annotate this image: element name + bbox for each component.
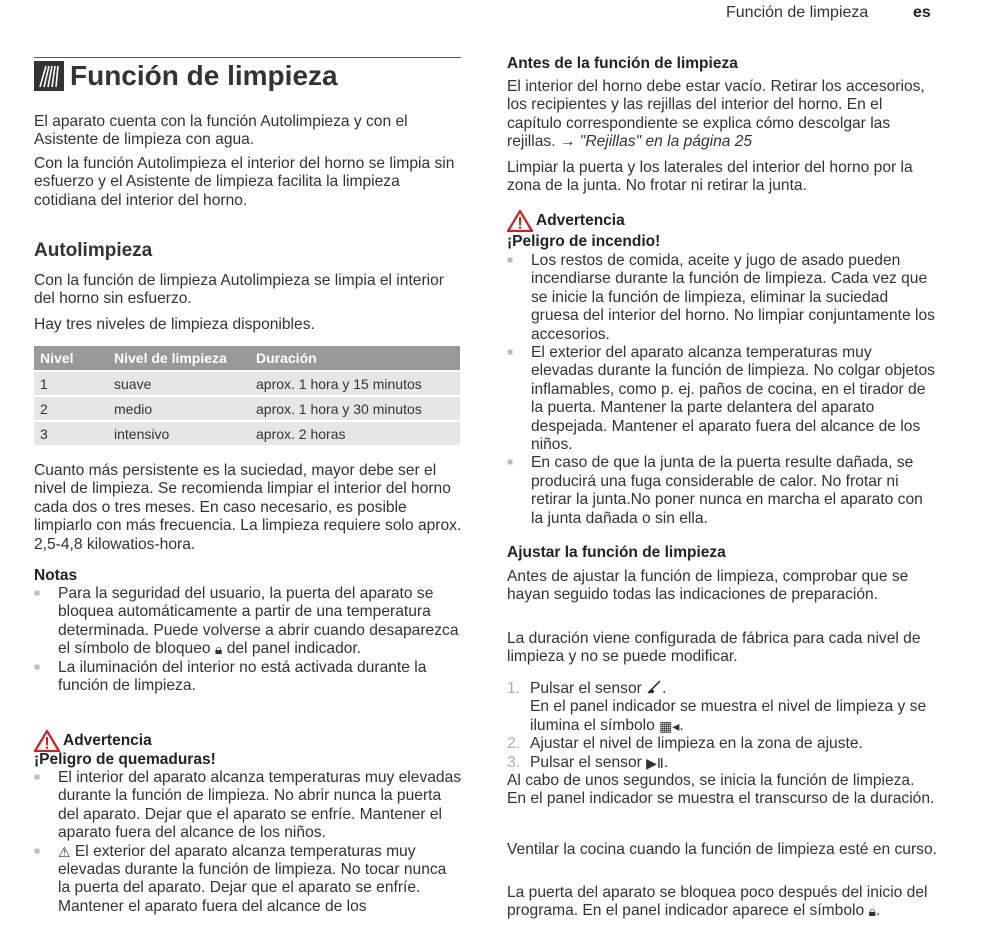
list-item [507, 754, 937, 772]
before-cleaning-paragraph-1 [507, 78, 937, 152]
autolimpieza-paragraph-3: Cuanto más persistente es la suciedad, mayor debe ser el nivel de limpieza. Se recomienda limpiar el interior del horno cada dos o tres meses. En caso necesario, es posible limpiarlo con más frecuencia. La limpieza requiere solo aprox. 2,5-4,8 kilowatios-hora. [34, 462, 462, 553]
step-text: Pulsar el sensor [530, 680, 647, 697]
notes-list [34, 585, 462, 695]
list-item [34, 659, 462, 696]
step-text: Ajustar el nivel de limpieza en la zona de ajuste. [530, 735, 863, 753]
note-text: Para la seguridad del usuario, la puerta del aparato se bloquea automáticamente a partir de una temperatura determinada. Puede volverse a abrir cuando desaparezca el símbolo de bloqueo [58, 585, 459, 658]
note-text-continued: del panel indicador. [222, 640, 362, 658]
table-header-row [34, 346, 460, 371]
table-header-cell: Nivel de limpieza [108, 346, 250, 371]
autolimpieza-heading: Autolimpieza [34, 240, 153, 261]
adjust-paragraph-5 [507, 884, 937, 921]
cleaning-levels-table [34, 346, 460, 445]
warning-item-text: El exterior del aparato alcanza temperaturas muy elevadas durante la función de limpieza. No colgar objetos inflamables, como p. ej. paños de cocina, en el tirador de la puerta. Mantener la parte delantera del aparato despejada. Mantener el aparato fuera del alcance de los niños. [531, 344, 935, 454]
table-cell: suave [108, 371, 250, 396]
page-title [34, 60, 338, 92]
list-item [507, 454, 937, 528]
list-item [507, 680, 937, 735]
page-reference-link[interactable]: "Rejillas" en la página 25 [575, 133, 753, 151]
step-text: Pulsar el sensor [530, 753, 647, 771]
step-text-after: . [662, 680, 667, 697]
adjust-steps-list [507, 680, 937, 772]
warning-list [34, 769, 462, 916]
cleaning-sensor-icon [646, 680, 662, 698]
autolimpieza-paragraph-1: Con la función de limpieza Autolimpieza se limpia el interior del horno sin esfuerzo. [34, 272, 444, 308]
adjust-paragraph-4: Ventilar la cocina cuando la función de limpieza esté en curso. [507, 841, 937, 858]
fire-warning-list [507, 252, 937, 528]
step-number: 2. [507, 735, 521, 753]
cleaning-brush-icon [34, 61, 64, 91]
adjust-cleaning-heading: Ajustar la función de limpieza [507, 544, 726, 561]
table-row [34, 371, 460, 396]
table-header-cell: Duración [250, 346, 460, 371]
warning-triangle-icon [507, 210, 533, 232]
list-item [507, 735, 937, 753]
list-item [34, 843, 462, 917]
adjust-p5-text: La puerta del aparato se bloquea poco después del inicio del programa. En el panel indicador aparece el símbolo [507, 884, 928, 920]
adjust-p5-after: . [875, 902, 881, 920]
table-cell: intensivo [108, 421, 250, 445]
table-row [34, 396, 460, 421]
notes-heading: Notas [34, 567, 78, 584]
table-cell: aprox. 1 hora y 30 minutos [250, 396, 460, 421]
warning-header [34, 730, 152, 752]
warning-title: ¡Peligro de quemaduras! [34, 751, 216, 768]
hot-surface-icon: ⚠︎ [58, 843, 71, 860]
table-cell: aprox. 1 hora y 15 minutos [250, 371, 460, 396]
table-cell: 1 [34, 371, 108, 396]
header-language: es [913, 4, 931, 21]
step-number: 1. [507, 680, 521, 697]
table-cell: 3 [34, 421, 108, 445]
adjust-paragraph-3: Al cabo de unos segundos, se inicia la función de limpieza. En el panel indicador se muestra el transcurso de la duración. [507, 772, 935, 808]
table-header-cell: Nivel [34, 346, 108, 371]
warning-item-text: El interior del aparato alcanza temperaturas muy elevadas durante la función de limpieza. No abrir nunca la puerta del aparato. Dejar que el aparato se enfríe. Mantener el aparato fuera del alcance de los niños. [58, 769, 462, 842]
fire-warning-title: ¡Peligro de incendio! [507, 233, 661, 250]
adjust-paragraph-1: Antes de ajustar la función de limpieza, comprobar que se hayan seguido todas las indicaciones de preparación. [507, 568, 909, 604]
warning-triangle-icon [34, 730, 60, 752]
table-cell: aprox. 2 horas [250, 421, 460, 445]
step-number: 3. [507, 753, 521, 771]
intro-paragraph-1: El aparato cuenta con la función Autolimpieza y con el Asistente de limpieza con agua. [34, 113, 408, 149]
list-item [34, 585, 462, 659]
autolimpieza-paragraph-2: Hay tres niveles de limpieza disponibles. [34, 316, 315, 333]
list-item [507, 252, 937, 344]
step-text-after: . [663, 753, 669, 771]
header-section-title: Función de limpieza [726, 4, 869, 21]
step-subtext-after: . [679, 716, 684, 734]
note-text: La iluminación del interior no está activada durante la función de limpieza. [58, 658, 427, 695]
start-pause-icon: ▶Ⅱ [646, 754, 664, 771]
adjust-paragraph-2: La duración viene configurada de fábrica para cada nivel de limpieza y no se puede modificar. [507, 630, 921, 666]
step-subtext: En el panel indicador se muestra el nivel de limpieza y se ilumina el símbolo [530, 698, 927, 734]
title-rule [34, 57, 461, 58]
table-row [34, 421, 460, 445]
list-item [34, 769, 462, 843]
before-cleaning-heading: Antes de la función de limpieza [507, 55, 738, 72]
warning-item-text: En caso de que la junta de la puerta resulte dañada, se producirá una fuga considerable de calor. No frotar ni retirar la junta.No poner nunca en marcha el aparato con la junta dañada o sin ella. [531, 454, 923, 527]
before-text: El interior del horno debe estar vacío. Retirar los accesorios, los recipientes y las rejillas del interior del horno. En el capítulo correspondiente se explica cómo descolgar las rejillas. [507, 78, 925, 151]
lock-icon: 🔒︎ [868, 903, 876, 920]
before-cleaning-paragraph-2: Limpiar la puerta y los laterales del interior del horno por la zona de la junta. No frotar ni retirar la junta. [507, 159, 913, 195]
warning-label: Advertencia [63, 732, 152, 749]
table-cell: 2 [34, 396, 108, 421]
table-cell: medio [108, 396, 250, 421]
cleaning-level-symbol-icon: ▦◂ [659, 717, 680, 734]
page-title-text: Función de limpieza [70, 60, 338, 91]
list-item [507, 344, 937, 454]
warning-item-text: Los restos de comida, aceite y jugo de asado pueden incendiarse durante la función de limpieza. Cada vez que se inicie la función de limpieza, eliminar la suciedad gruesa del interior del horno. No limpiar conjuntamente los accesorios. [531, 252, 935, 343]
fire-warning-header [507, 210, 625, 232]
warning-item-text: El exterior del aparato alcanza temperaturas muy elevadas durante la función de limpieza. No tocar nunca la puerta del aparato. Dejar que el aparato se enfríe. Mantener el aparato fuera del alcance de los [58, 842, 447, 915]
lock-icon: 🔒︎ [214, 641, 223, 658]
intro-paragraph-2: Con la función Autolimpieza el interior del horno se limpia sin esfuerzo y el Asistente de limpieza facilita la limpieza cotidiana del interior del horno. [34, 155, 455, 209]
arrow-icon: → [559, 133, 576, 151]
warning-label: Advertencia [536, 212, 625, 229]
